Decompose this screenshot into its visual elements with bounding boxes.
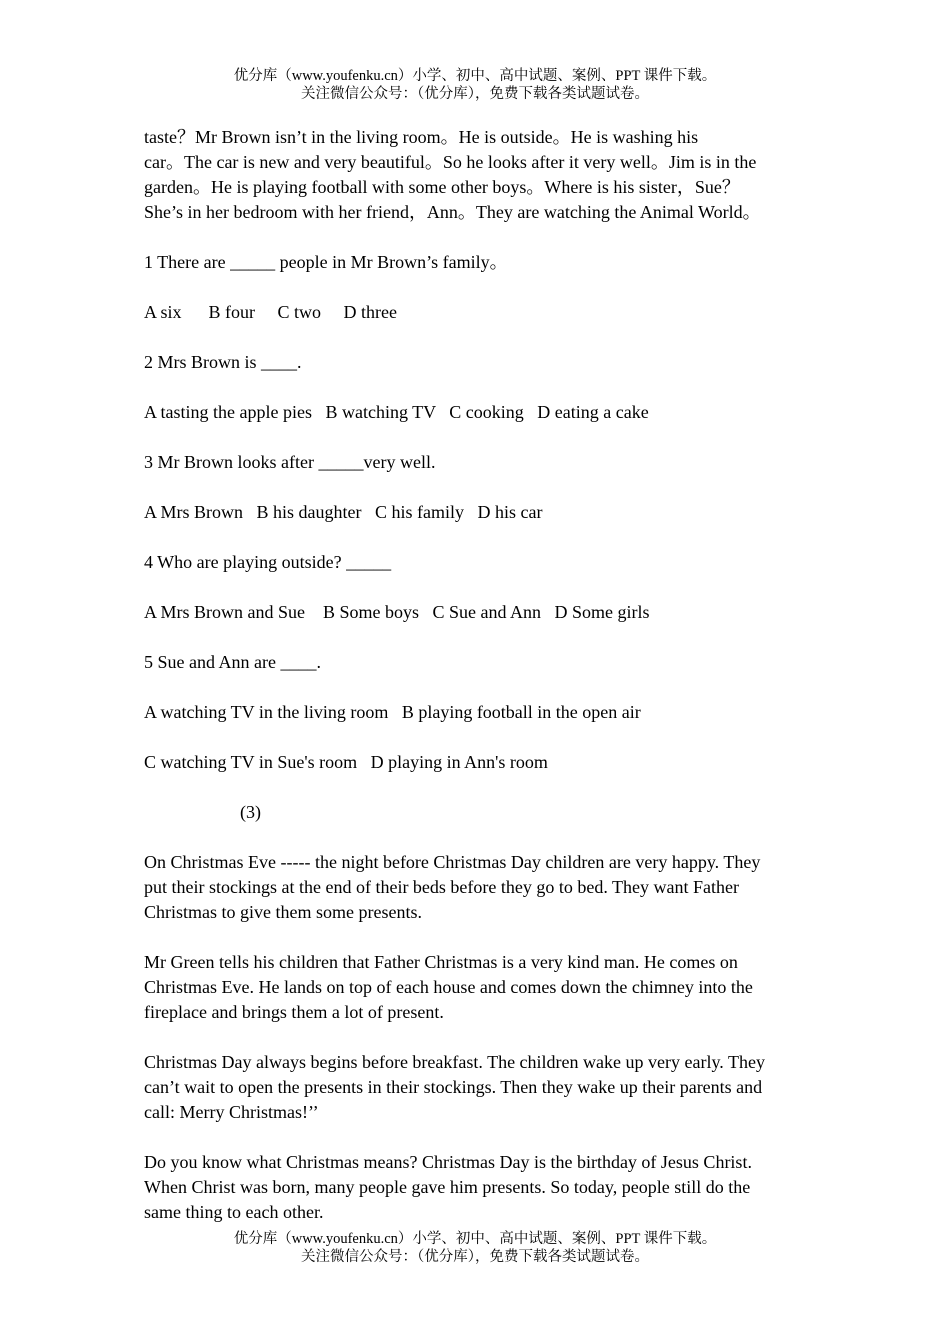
passage-line: same thing to each other. (144, 1202, 324, 1222)
footer-line-2: 关注微信公众号：（优分库），免费下载各类试题试卷。 (301, 1249, 649, 1265)
passage-line: She’s in her bedroom with her friend，Ann。They are watching the Animal World。 (144, 202, 761, 222)
question-1: 1 There are _____ people in Mr Brown’s family。 (144, 252, 508, 272)
passage-line: When Christ was born, many people gave him presents. So today, people still do the (144, 1177, 751, 1197)
footer-banner (0, 1230, 950, 1266)
question-1-options: A six B four C two D three (144, 302, 397, 322)
question-3: 3 Mr Brown looks after _____very well. (144, 452, 436, 472)
passage-line: call: Merry Christmas!’’ (144, 1102, 319, 1122)
passage-line: On Christmas Eve ----- the night before Christmas Day children are very happy. They (144, 852, 761, 872)
passage-line: car。The car is new and very beautiful。So he looks after it very well。Jim is in the (144, 152, 757, 172)
header-banner (0, 67, 950, 103)
passage-line: Christmas to give them some presents. (144, 902, 422, 922)
question-4: 4 Who are playing outside? _____ (144, 552, 392, 572)
passage-line: garden。He is playing football with some other boys。Where is his sister，Sue？ (144, 177, 740, 197)
passage-3-paragraph-4 (144, 1150, 812, 1225)
footer-line-1: 优分库（www.youfenku.cn）小学、初中、高中试题、案例、PPT 课件下载。 (233, 1231, 717, 1247)
passage-line: can’t wait to open the presents in their stockings. Then they wake up their parents and (144, 1077, 763, 1097)
passage-line: Do you know what Christmas means? Christmas Day is the birthday of Jesus Christ. (144, 1152, 752, 1172)
question-4-options: A Mrs Brown and Sue B Some boys C Sue and Ann D Some girls (144, 602, 650, 622)
passage-line: Christmas Day always begins before breakfast. The children wake up very early. They (144, 1052, 765, 1072)
question-5: 5 Sue and Ann are ____. (144, 652, 321, 672)
section-number: (3) (240, 802, 261, 822)
passage-line: Christmas Eve. He lands on top of each house and comes down the chimney into the (144, 977, 753, 997)
header-line-1: 优分库（www.youfenku.cn）小学、初中、高中试题、案例、PPT 课件下载。 (233, 68, 717, 84)
document-body (144, 125, 812, 1225)
question-2-options: A tasting the apple pies B watching TV C cooking D eating a cake (144, 402, 649, 422)
question-2: 2 Mrs Brown is ____. (144, 352, 302, 372)
passage-3-paragraph-3 (144, 1050, 812, 1125)
passage-2-tail (144, 125, 812, 225)
question-3-options: A Mrs Brown B his daughter C his family D his car (144, 502, 543, 522)
passage-line: fireplace and brings them a lot of present. (144, 1002, 444, 1022)
header-line-2: 关注微信公众号：（优分库），免费下载各类试题试卷。 (301, 86, 649, 102)
passage-line: put their stockings at the end of their beds before they go to bed. They want Father (144, 877, 740, 897)
passage-3-paragraph-1 (144, 850, 812, 925)
question-5-options-extra: C watching TV in Sue's room D playing in Ann's room (144, 752, 548, 772)
passage-line: Mr Green tells his children that Father Christmas is a very kind man. He comes on (144, 952, 738, 972)
passage-3-paragraph-2 (144, 950, 812, 1025)
passage-line: taste？Mr Brown isn’t in the living room。He is outside。He is washing his (144, 127, 699, 147)
question-5-options: A watching TV in the living room B playing football in the open air (144, 702, 641, 722)
